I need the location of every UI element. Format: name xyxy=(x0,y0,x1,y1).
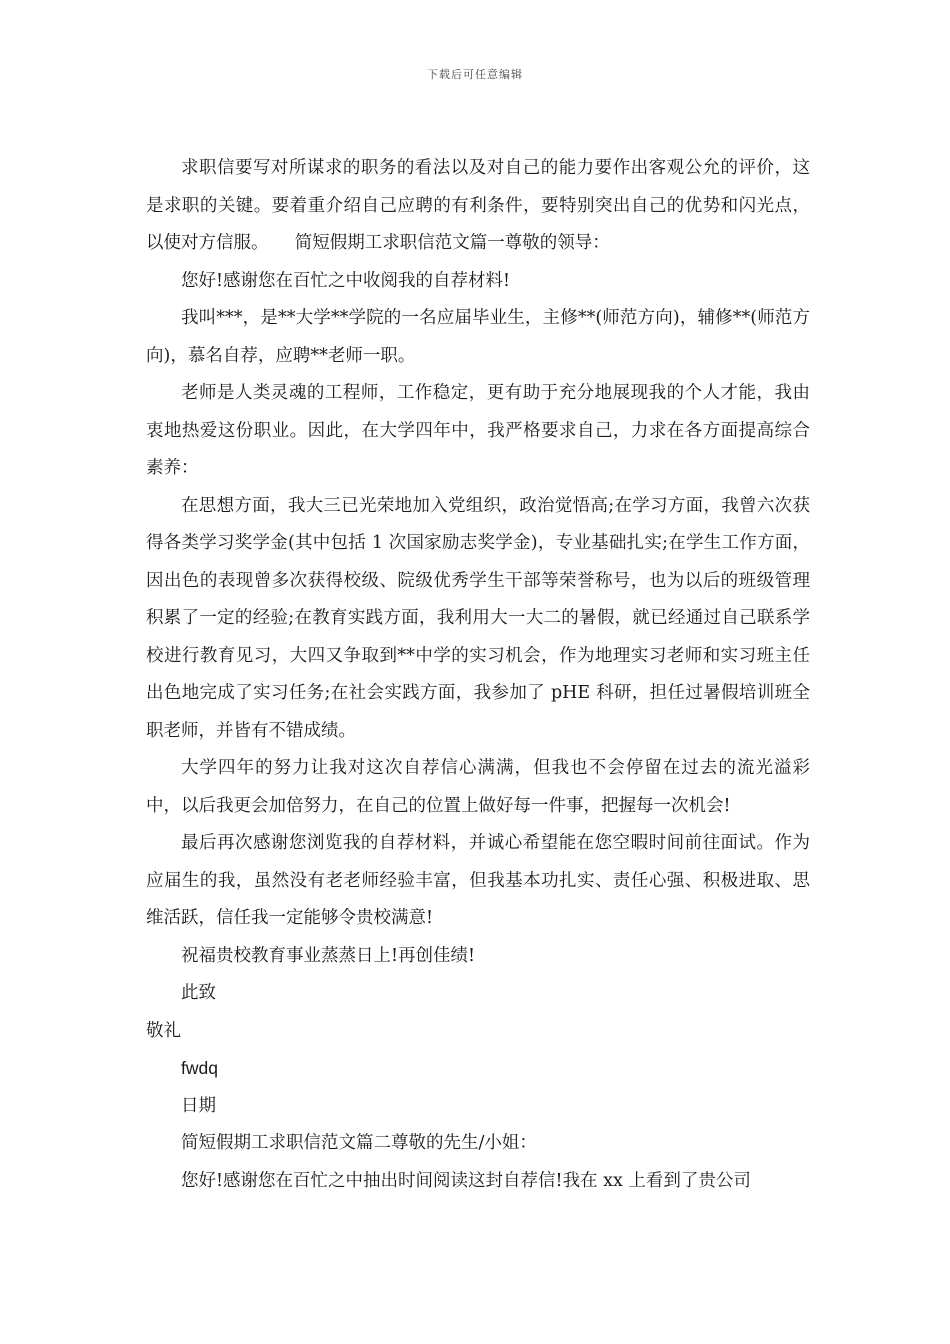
closing-cizhi: 此致 xyxy=(181,983,216,1003)
paragraph-achievements: 在思想方面，我大三已光荣地加入党组织，政治觉悟高;在学习方面，我曾六次获得各类学习奖学金(其中包括 1 次国家励志奖学金)，专业基础扎实;在学生工作方面，因出色的表现曾多次获得校级、院级优秀学生干部等荣誉称号，也为以后的班级管理积累了一定的经验;在教育实践方面，我利用大一大二的暑假，就已经通过自己联系学校进行教育见习，大四又争取到**中学的实习机会，作为地理实习老师和实习班主任出色地完成了实习任务;在社会实践方面，我参加了 pHE 科研，担任过暑假培训班全职老师，并皆有不错成绩。 xyxy=(146,495,810,741)
paragraph-confidence: 大学四年的努力让我对这次自荐信心满满，但我也不会停留在过去的流光溢彩中，以后我更会加倍努力，在自己的位置上做好每一件事，把握每一次机会! xyxy=(146,758,810,816)
page-header: 下载后可任意编辑 xyxy=(427,68,523,81)
paragraph-intro: 求职信要写对所谋求的职务的看法以及对自己的能力要作出客观公允的评价，这是求职的关键。要着重介绍自己应聘的有利条件，要特别突出自己的优势和闪光点，以使对方信服。 简短假期工求职信范文篇一尊敬的领导： xyxy=(146,158,810,253)
paragraph-greeting: 您好!感谢您在百忙之中收阅我的自荐材料! xyxy=(181,270,511,291)
letter-body xyxy=(146,150,810,1200)
second-letter-first-line: 您好!感谢您在百忙之中抽出时间阅读这封自荐信!我在 xx 上看到了贵公司 xyxy=(181,1170,751,1191)
paragraph-wishes: 祝福贵校教育事业蒸蒸日上!再创佳绩! xyxy=(181,945,476,966)
paragraph-self-intro: 我叫***，是**大学**学院的一名应届毕业生，主修**(师范方向)，辅修**(师范方向)，慕名自荐，应聘**老师一职。 xyxy=(146,308,810,366)
paragraph-career-motivation: 老师是人类灵魂的工程师，工作稳定，更有助于充分地展现我的个人才能，我由衷地热爱这份职业。因此，在大学四年中，我严格要求自己，力求在各方面提高综合素养： xyxy=(146,383,810,478)
signature: fwdq xyxy=(181,1058,218,1078)
closing-jingli: 敬礼 xyxy=(146,1020,181,1041)
second-letter-heading: 简短假期工求职信范文篇二尊敬的先生/小姐： xyxy=(181,1133,537,1153)
date-label: 日期 xyxy=(181,1095,216,1116)
paragraph-thanks: 最后再次感谢您浏览我的自荐材料，并诚心希望能在您空暇时间前往面试。作为应届生的我，虽然没有老老师经验丰富，但我基本功扎实、责任心强、积极进取、思维活跃，信任我一定能够令贵校满意! xyxy=(146,833,810,928)
